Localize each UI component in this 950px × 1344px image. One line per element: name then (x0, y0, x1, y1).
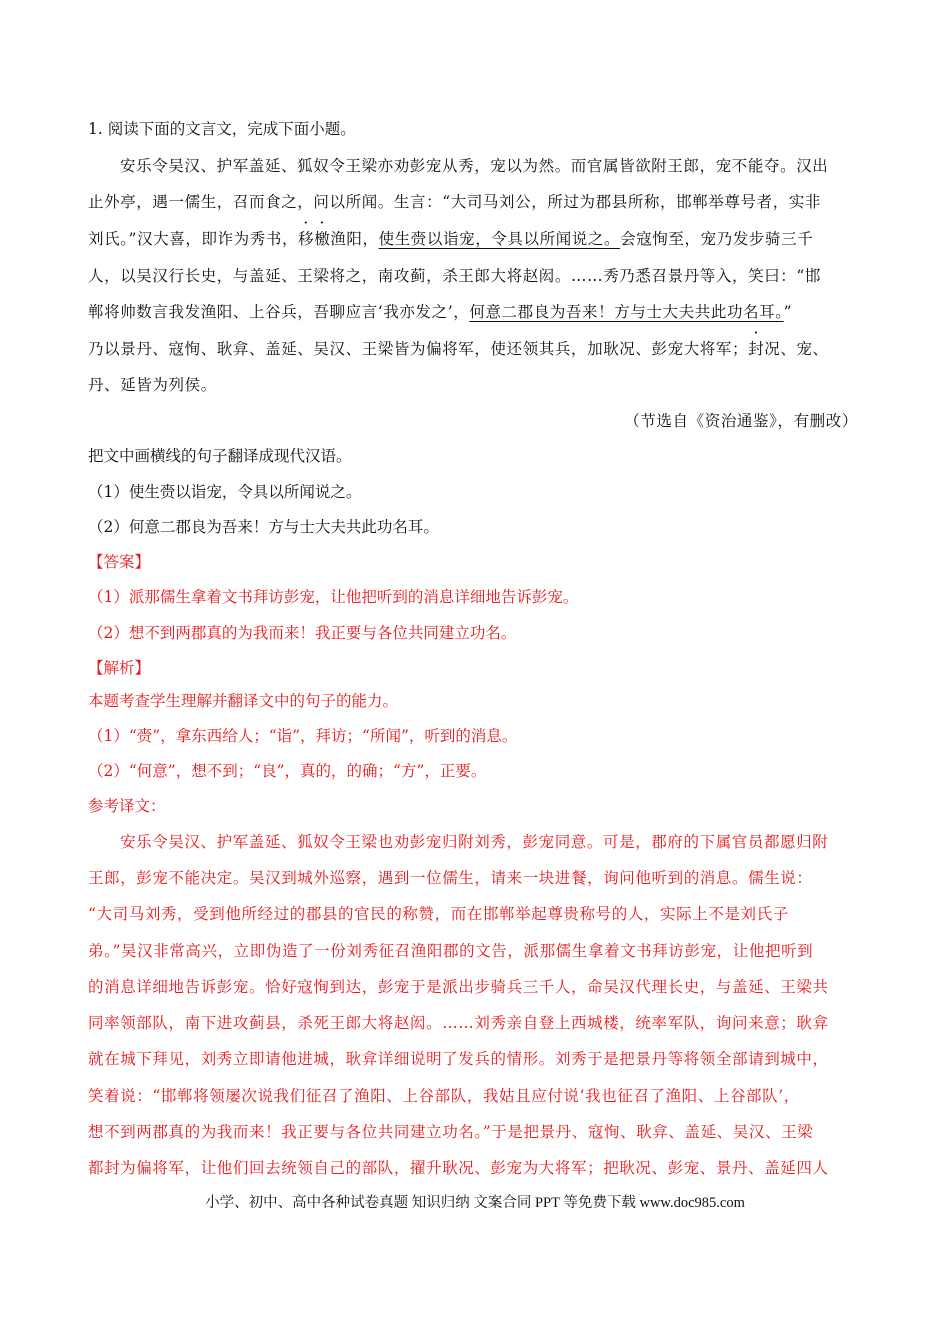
emphasis-dot-char: 檄 (314, 230, 331, 248)
translation-line: 弟。”吴汉非常高兴，立即伪造了一份刘秀征召渔阳郡的文告，派那儒生拿着文书拜访彭宠，让他把听到 (88, 942, 814, 960)
page-footer: 小学、初中、高中各种试卷真题 知识归纳 文案合同 PPT 等免费下载 www.doc985.com (205, 1195, 745, 1211)
underlined-sentence-1: 使生赍以诣宠，令具以所闻说之。 (378, 230, 621, 248)
passage-line-5: 郸将帅数言我发渔阳、上谷兵，吾聊应言‘我亦发之’，何意二郡良为吾来！方与士大夫共此功名耳。” (88, 303, 793, 321)
analysis-label: 【解析】 (88, 659, 151, 677)
reference-translation-label: 参考译文： (88, 797, 166, 815)
question-title: 1. 阅读下面的文言文，完成下面小题。 (88, 120, 356, 138)
passage-line-4: 人，以吴汉行长史，与盖延、王梁将之，南攻蓟，杀王郎大将赵闳。……秀乃悉召景丹等入，笑曰：“邯 (88, 267, 822, 285)
answer-2: （2）想不到两郡真的为我而来！我正要与各位共同建立功名。 (88, 624, 517, 642)
sub-question-1: （1）使生赍以诣宠，令具以所闻说之。 (88, 483, 362, 501)
passage-line-1: 安乐令吴汉、护军盖延、狐奴令王梁亦劝彭宠从秀，宠以为然。而官属皆欲附王郎，宠不能夺。汉出 (120, 157, 829, 175)
translation-line: 王郎，彭宠不能决定。吴汉到城外巡察，遇到一位儒生，请来一块进餐，询问他听到的消息。儒生说： (88, 869, 813, 887)
translation-line: 都封为偏将军，让他们回去统领自己的部队，擢升耿况、彭宠为大将军；把耿况、彭宠、景丹、盖延四人 (88, 1159, 829, 1177)
answer-1: （1）派那儒生拿着文书拜访彭宠，让他把听到的消息详细地告诉彭宠。 (88, 588, 579, 606)
instruction-text: 把文中画横线的句子翻译成现代汉语。 (88, 447, 352, 465)
translation-line: 同率领部队，南下进攻蓟县，杀死王郎大将赵闳。……刘秀亲自登上西城楼，统率军队，询问来意；耿弇 (88, 1014, 829, 1032)
translation-line: “大司马刘秀，受到他所经过的郡县的官民的称赞，而在邯郸举起尊贵称号的人，实际上不是刘氏子 (88, 905, 789, 923)
analysis-2: （2）“何意”，想不到；“良”，真的，的确；“方”，正要。 (88, 762, 487, 780)
analysis-intro: 本题考查学生理解并翻译文中的句子的能力。 (88, 692, 399, 710)
translation-line: 想不到两郡真的为我而来！我正要与各位共同建立功名。”于是把景丹、寇恂、耿弇、盖延、吴汉、王梁 (88, 1123, 814, 1141)
translation-line: 笑着说：“邯郸将领屡次说我们征召了渔阳、上谷部队，我姑且应付说‘我也征召了渔阳、上谷部队’， (88, 1087, 800, 1105)
passage-line-2: 止外亭，遇一儒生，召而食之，问以所闻。生言：“大司马刘公，所过为郡县所称，邯郸举尊号者，实非 (88, 193, 822, 211)
translation-line: 安乐令吴汉、护军盖延、狐奴令王梁也劝彭宠归附刘秀，彭宠同意。可是，郡府的下属官员都愿归附 (120, 833, 829, 851)
translation-line: 的消息详细地告诉彭宠。恰好寇恂到达，彭宠于是派出步骑兵三千人，命吴汉代理长史，与盖延、王梁共 (88, 978, 829, 996)
passage-line-6: 乃以景丹、寇恂、耿弇、盖延、吴汉、王梁皆为偏将军，使还领其兵，加耿况、彭宠大将军；封况、宠、 (88, 340, 829, 358)
passage-line-3: 刘氏。”汉大喜，即诈为秀书，移檄渔阳，使生赍以诣宠，令具以所闻说之。会寇恂至，宠乃发步骑三千 (88, 230, 814, 248)
answer-label: 【答案】 (88, 553, 151, 571)
translation-line: 就在城下拜见，刘秀立即请他进城，耿弇详细说明了发兵的情形。刘秀于是把景丹等将领全部请到城中， (88, 1050, 829, 1068)
sub-question-2: （2）何意二郡良为吾来！方与士大夫共此功名耳。 (88, 518, 439, 536)
analysis-1: （1）“赍”，拿东西给人；“诣”，拜访；“所闻”，听到的消息。 (88, 727, 518, 745)
emphasis-dot-char: 封 (748, 340, 765, 358)
underlined-sentence-2: 何意二郡良为吾来！方与士大夫共此功名耳。 (469, 303, 784, 321)
emphasis-dot-char: 移 (298, 230, 315, 248)
passage-source: （节选自《资治通鉴》，有删改） (624, 412, 858, 430)
passage-line-7: 丹、延皆为列侯。 (88, 376, 217, 394)
